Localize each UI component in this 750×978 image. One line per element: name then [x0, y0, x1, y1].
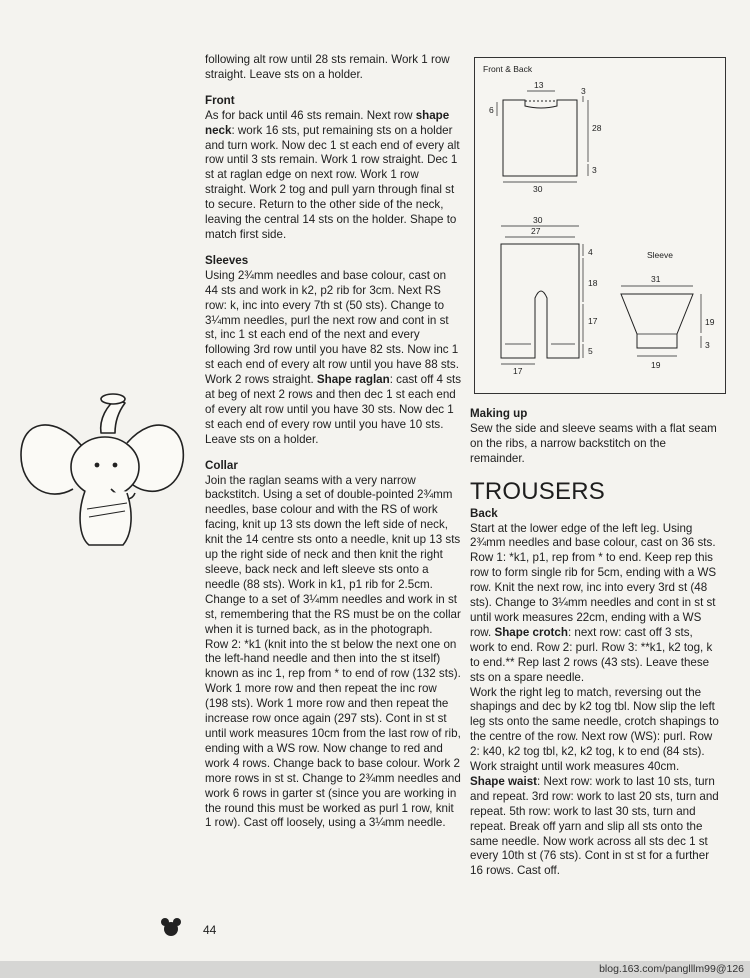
dim-30: 30 [533, 184, 543, 194]
dim-3-top: 3 [581, 86, 586, 96]
dim-13: 13 [534, 80, 544, 90]
watermark-text: blog.163.com/panglllm99@126 [599, 963, 744, 975]
measurement-diagram [474, 57, 726, 394]
making-up-heading: Making up [470, 407, 528, 420]
right-column [470, 407, 720, 879]
sleeves-heading: Sleeves [205, 253, 249, 267]
dim-28: 28 [592, 123, 602, 133]
dim-19-sleeve: 19 [705, 317, 715, 327]
collar-paragraph-1: Join the raglan seams with a very narrow backstitch. Using a set of double-pointed 2¾mm needles, base colour and with the RS of work facing, knit up 13 sts down the left side of neck, knit the 14 centre sts onto a needle, knit up 13 sts up the right side of neck and then knit the right sleeve, back neck and left sleeve sts onto a needle (88 sts). Work in k1, p1 rib for 2.5cm. Change to a set of 3¼mm needles and work in st st, remembering that the RS must be on the collar when it is turned back, as in the photograph. [205, 473, 461, 636]
collar-paragraph-2: Row 2: *k1 (knit into the st below the next one on the left-hand needle and then into the st itself) known as inc 1, rep from * to end of row (132 sts). Work 1 more row and then repeat the inc row (198 sts). Work 1 more row and then repeat the increase row once again (297 sts). Cont in st st until work measures 10cm from the last row of rib, ending with a WS row. Now change to red and work 4 rows. Change back to base colour. Work 2 more rows in st st. Change to 2¾mm needles and work 6 rows in garter st (since you are working in the round this must be worked as purl 1 row, knit 1 row). Cast off loosely, using a 3¼mm needle. [205, 637, 461, 830]
body-shape [80, 491, 131, 545]
dim-27: 27 [531, 226, 541, 236]
dim-19-cuff: 19 [651, 360, 661, 370]
front-paragraph: As for back until 46 sts remain. Next row shape neck: work 16 sts, put remaining sts on a holder and turn work. Now dec 1 st each end of every alt row until 3 sts remain. Work 1 row straight. Dec 1 st at raglan edge on next row. Work 1 row straight. Work 2 tog and pull yarn through final st to secure. Return to the other side of the neck, leaving the central 14 sts on the holder. Shape to match first side. [205, 108, 460, 241]
hat-brim [101, 394, 125, 404]
right-eye [113, 463, 118, 468]
dim-18: 18 [588, 278, 598, 288]
front-heading: Front [205, 93, 235, 107]
trousers-heading: TROUSERS [470, 477, 605, 505]
dim-5: 5 [588, 346, 593, 356]
shape-waist-term: Shape waist [470, 774, 538, 788]
left-column [205, 53, 462, 831]
head-shape [71, 437, 139, 497]
dim-3-right: 3 [592, 165, 597, 175]
page-number: 44 [203, 923, 217, 937]
waist-paragraph: Shape waist: Next row: work to last 10 sts, turn and repeat. 3rd row: work to last 20 sts, turn and repeat. 5th row: work to last 30 sts, turn and repeat. Break off yarn and slip all sts onto the same needle. Now work across all sts dec 1 st every 10th st (76 sts). Cont in st st for a further 16 rows. Cast off. [470, 774, 719, 878]
sleeve-shape [621, 294, 693, 348]
intro-paragraph: following alt row until 28 sts remain. Work 1 row straight. Leave sts on a holder. [205, 53, 450, 81]
schematic-svg [475, 58, 725, 393]
dim-31: 31 [651, 274, 661, 284]
dim-6: 6 [489, 105, 494, 115]
collar-heading: Collar [205, 458, 238, 472]
back-paragraph-2: Work the right leg to match, reversing out the shapings and dec by k2 tog tbl. Now slip the left leg sts onto the same needle, crotch shapings to the centre of the row. Next row (WS): purl. Row 2: k40, k2 tog tbl, k2, k2 tog, k to end (84 sts). Work straight until work measures 40cm. [470, 685, 719, 774]
dumbo-illustration [15, 385, 190, 550]
watermark-bar [0, 961, 750, 978]
front-back-label: Front & Back [483, 64, 533, 74]
mickey-icon [160, 917, 182, 937]
dim-4: 4 [588, 247, 593, 257]
shape-crotch-term: Shape crotch [494, 625, 568, 639]
back-heading: Back [470, 506, 498, 520]
dim-30-trousers: 30 [533, 215, 543, 225]
dim-17-leg: 17 [513, 366, 523, 376]
trousers-shape [501, 244, 579, 358]
dim-3-sleeve: 3 [705, 340, 710, 350]
left-eye [95, 463, 100, 468]
sleeve-label: Sleeve [647, 250, 673, 260]
sleeves-paragraph: Using 2¾mm needles and base colour, cast on 44 sts and work in k2, p2 rib for 3cm. Next RS row: k, inc into every 7th st (50 sts). Change to 3¼mm needles, purl the next row and cont in st st, inc 1 st each end of the next and every following 3rd row until you have 82 sts. Now inc 1 st each end of every alt row until you have 88 sts. Work 2 rows straight. Shape raglan: cast off 4 sts at beg of next 2 rows and then dec 1 st each end of every alt row until you have 30 sts. Now dec 1 st each end of every row until you have 10 sts. Leave sts on a holder. [205, 268, 462, 446]
front-back-shape [503, 100, 577, 176]
making-up-paragraph: Sew the side and sleeve seams with a flat seam on the ribs, a narrow backstitch on the remainder. [470, 421, 717, 465]
back-paragraph-1: Start at the lower edge of the left leg. Using 2¾mm needles and base colour, cast on 36 sts. Row 1: *k1, p1, rep from * to end. Keep rep this row to form single rib for 5cm, ending with a WS row. Knit the next row, inc into every 3rd st (48 sts). Change to 3¼mm needles and cont in st st until work measures 22cm, ending with a WS row. Shape crotch: next row: cast off 3 sts, work to end. Row 2: purl. Row 3: **k1, k2 tog, k to end.** Rep last 2 rows (43 sts). Leave these sts on a spare needle. [470, 521, 717, 684]
shape-neck-term: shape neck [205, 108, 450, 137]
dim-17: 17 [588, 316, 598, 326]
shape-raglan-term: Shape raglan [316, 373, 390, 387]
